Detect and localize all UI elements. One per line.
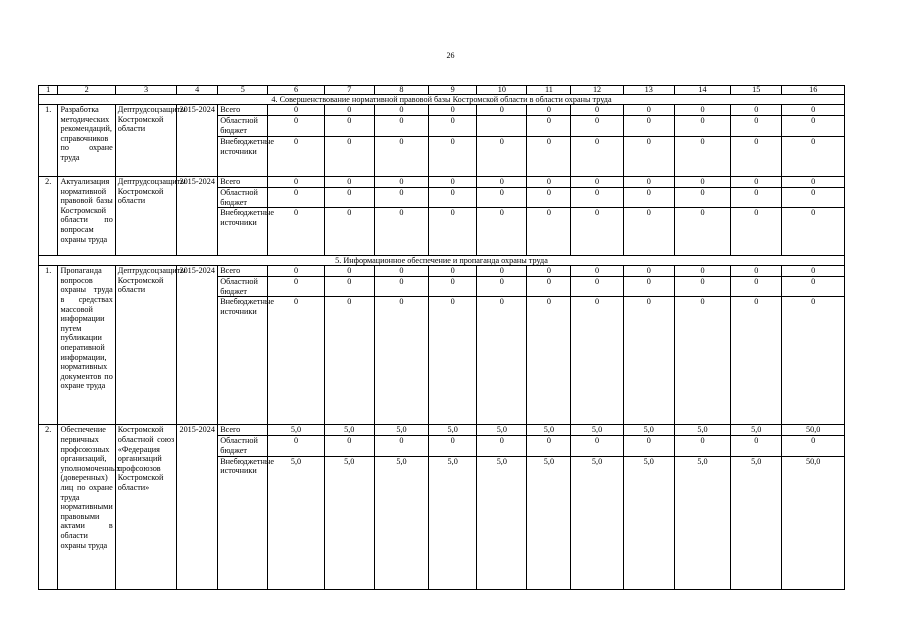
value-cell: 0 [571,137,623,177]
value-cell: 5,0 [623,456,674,589]
value-cell: 0 [623,297,674,425]
value-cell: 0 [623,188,674,208]
value-cell: 0 [782,436,845,456]
value-cell: 0 [623,105,674,116]
value-cell: 0 [429,266,477,277]
item-period: 2015-2024 [177,177,218,256]
value-cell: 5,0 [477,456,527,589]
value-cell: 0 [782,277,845,297]
value-cell: 0 [477,105,527,116]
value-cell: 0 [268,266,324,277]
value-cell: 0 [374,177,428,188]
value-cell: 0 [571,297,623,425]
value-cell: 0 [731,277,782,297]
value-cell: 0 [571,436,623,456]
value-cell: 0 [374,105,428,116]
value-cell: 0 [623,208,674,256]
item-number: 2. [39,425,58,589]
value-cell: 5,0 [527,425,571,436]
value-cell: 5,0 [731,425,782,436]
value-cell: 0 [324,436,374,456]
value-cell: 50,0 [782,456,845,589]
value-cell: 0 [429,277,477,297]
value-cell: 5,0 [268,425,324,436]
value-cell: 0 [527,277,571,297]
item-name: Обеспечение первичных профсоюзных организаций, уполномоченных (доверенных) лиц по охране труда нормативными правовыми актами в области охраны труда [58,425,115,589]
value-cell: 0 [429,188,477,208]
column-number: 8 [374,86,428,95]
value-cell: 0 [782,188,845,208]
value-cell: 0 [623,277,674,297]
value-cell: 0 [674,436,730,456]
item-number: 1. [39,266,58,425]
value-cell: 0 [731,116,782,137]
column-number: 5 [218,86,268,95]
funding-source: Всего [218,425,268,436]
value-cell: 0 [571,208,623,256]
value-cell: 0 [527,177,571,188]
value-cell: 0 [731,105,782,116]
value-cell: 0 [374,137,428,177]
value-cell: 0 [477,277,527,297]
value-cell: 5,0 [623,425,674,436]
item-executor: Дептрудсоцзащиты Костромской области [115,105,176,177]
value-cell: 0 [268,208,324,256]
value-cell: 0 [782,137,845,177]
value-cell: 0 [324,266,374,277]
value-cell: 50,0 [782,425,845,436]
value-cell: 0 [674,105,730,116]
value-cell: 0 [571,105,623,116]
table-row [39,105,845,116]
value-cell: 0 [429,297,477,425]
value-cell: 0 [268,137,324,177]
value-cell: 0 [324,116,374,137]
item-executor: Костромской областной союз «Федерация организаций профсоюзов Костромской области» [115,425,176,589]
value-cell: 0 [429,137,477,177]
funding-source: Всего [218,105,268,116]
value-cell: 0 [731,266,782,277]
value-cell: 0 [527,266,571,277]
value-cell: 0 [477,177,527,188]
column-number: 12 [571,86,623,95]
value-cell: 0 [571,116,623,137]
funding-source: Областной бюджет [218,116,268,137]
column-number: 6 [268,86,324,95]
funding-source: Всего [218,177,268,188]
item-period: 2015-2024 [177,425,218,589]
funding-source: Внебюджетные источники [218,297,268,425]
value-cell: 0 [477,137,527,177]
funding-source: Внебюджетные источники [218,137,268,177]
value-cell: 0 [374,297,428,425]
value-cell: 0 [674,208,730,256]
section-title: 4. Совершенствование нормативной правовой базы Костромской области в области охраны труда [39,95,845,105]
funding-source: Внебюджетные источники [218,208,268,256]
value-cell: 0 [527,105,571,116]
value-cell: 5,0 [571,425,623,436]
value-cell: 0 [674,266,730,277]
value-cell: 0 [324,277,374,297]
value-cell: 0 [268,436,324,456]
value-cell: 0 [324,188,374,208]
item-executor: Дептрудсоцзащиты Костромской области [115,266,176,425]
item-name: Пропаганда вопросов охраны труда в средствах массовой информации путем публикации оперативной информации, нормативных документов по охране труда [58,266,115,425]
value-cell: 0 [571,188,623,208]
value-cell: 0 [477,188,527,208]
value-cell: 0 [477,266,527,277]
value-cell: 0 [527,188,571,208]
value-cell: 0 [374,277,428,297]
value-cell: 5,0 [324,456,374,589]
value-cell: 0 [623,177,674,188]
column-number: 10 [477,86,527,95]
value-cell: 0 [429,116,477,137]
value-cell: 0 [268,177,324,188]
value-cell: 0 [374,266,428,277]
value-cell: 0 [324,297,374,425]
value-cell: 0 [324,137,374,177]
value-cell: 0 [268,116,324,137]
funding-source: Всего [218,266,268,277]
item-executor: Дептрудсоцзащиты Костромской области [115,177,176,256]
value-cell: 0 [527,116,571,137]
value-cell: 0 [268,277,324,297]
value-cell: 0 [674,277,730,297]
header-row [39,86,845,95]
funding-source: Областной бюджет [218,188,268,208]
value-cell: 0 [268,188,324,208]
value-cell: 0 [674,116,730,137]
item-period: 2015-2024 [177,105,218,177]
item-period: 2015-2024 [177,266,218,425]
value-cell: 0 [674,137,730,177]
value-cell: 5,0 [429,425,477,436]
value-cell: 0 [571,266,623,277]
value-cell: 0 [731,137,782,177]
value-cell: 5,0 [731,456,782,589]
value-cell: 0 [571,177,623,188]
column-number: 11 [527,86,571,95]
value-cell: 0 [731,436,782,456]
value-cell: 0 [731,297,782,425]
value-cell: 0 [429,177,477,188]
value-cell: 0 [477,436,527,456]
value-cell: 0 [731,177,782,188]
column-number: 4 [177,86,218,95]
column-number: 3 [115,86,176,95]
item-number: 1. [39,105,58,177]
value-cell: 5,0 [674,425,730,436]
column-number: 15 [731,86,782,95]
value-cell: 0 [782,177,845,188]
value-cell: 5,0 [477,425,527,436]
section-row [39,256,845,266]
value-cell: 0 [374,208,428,256]
value-cell: 0 [674,177,730,188]
value-cell: 0 [782,208,845,256]
value-cell: 0 [623,436,674,456]
table-row [39,425,845,436]
value-cell: 0 [268,105,324,116]
value-cell: 0 [571,277,623,297]
value-cell: 0 [674,297,730,425]
page-number: 26 [446,51,455,60]
value-cell: 0 [268,297,324,425]
value-cell: 0 [429,208,477,256]
value-cell: 5,0 [674,456,730,589]
item-number: 2. [39,177,58,256]
item-name: Разработка методических рекомендаций, справочников по охране труда [58,105,115,177]
column-number: 9 [429,86,477,95]
value-cell: 0 [527,208,571,256]
section-row [39,95,845,105]
funding-source: Областной бюджет [218,436,268,456]
value-cell: 0 [527,297,571,425]
value-cell: 0 [477,297,527,425]
column-number: 16 [782,86,845,95]
value-cell: 0 [429,436,477,456]
value-cell: 0 [429,105,477,116]
value-cell: 0 [527,436,571,456]
value-cell: 0 [623,116,674,137]
value-cell: 5,0 [268,456,324,589]
section-title: 5. Информационное обеспечение и пропаганда охраны труда [39,256,845,266]
value-cell: 0 [324,105,374,116]
item-name: Актуализация нормативной правовой базы Костромской области по вопросам охраны труда [58,177,115,256]
value-cell: 0 [782,105,845,116]
value-cell: 5,0 [374,425,428,436]
column-number: 7 [324,86,374,95]
column-number: 2 [58,86,115,95]
value-cell: 0 [782,116,845,137]
funding-table [38,85,845,590]
column-number: 13 [623,86,674,95]
table-row [39,266,845,277]
value-cell: 0 [324,208,374,256]
value-cell: 5,0 [571,456,623,589]
value-cell: 0 [374,116,428,137]
value-cell: 0 [324,177,374,188]
value-cell: 5,0 [527,456,571,589]
column-number: 14 [674,86,730,95]
value-cell: 5,0 [429,456,477,589]
funding-source: Областной бюджет [218,277,268,297]
column-number: 1 [39,86,58,95]
value-cell: 0 [674,188,730,208]
table-row [39,177,845,188]
value-cell: 0 [477,208,527,256]
value-cell: 0 [782,297,845,425]
funding-source: Внебюджетные источники [218,456,268,589]
value-cell: 0 [623,137,674,177]
value-cell: 0 [374,188,428,208]
value-cell: 0 [623,266,674,277]
value-cell: 0 [731,188,782,208]
value-cell: 0 [374,436,428,456]
value-cell: 0 [782,266,845,277]
value-cell: 5,0 [374,456,428,589]
value-cell: 0 [527,137,571,177]
value-cell: 0 [731,208,782,256]
value-cell: 5,0 [324,425,374,436]
value-cell [477,116,527,137]
